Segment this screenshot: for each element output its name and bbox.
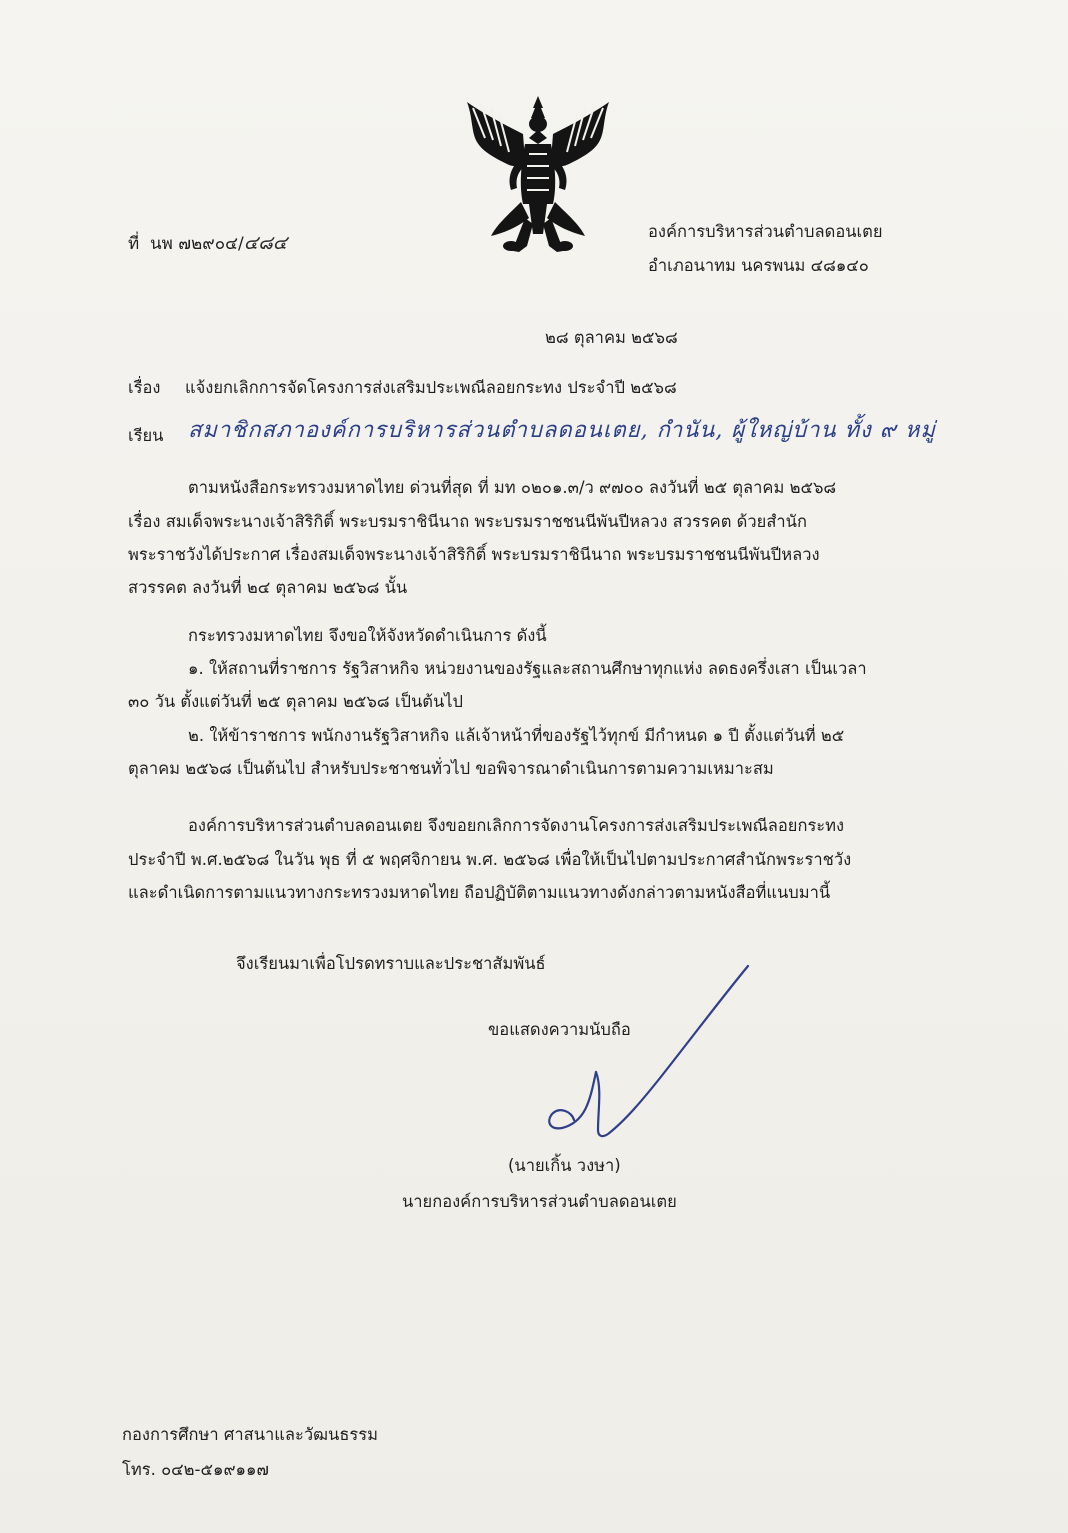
reference-handwritten: ๔๘๔ [243, 232, 288, 254]
garuda-emblem-icon [463, 94, 613, 256]
signature-icon [540, 960, 770, 1170]
item-1-line-2: ๓๐ วัน ตั้งแต่วันที่ ๒๕ ตุลาคม ๒๕๖๘ เป็นต้นไป [128, 692, 464, 711]
subject-text: แจ้งยกเลิกการจัดโครงการส่งเสริมประเพณีลอยกระทง ประจำปี ๒๕๖๘ [184, 378, 677, 397]
paragraph-1-line-3: พระราชวังได้ประกาศ เรื่องสมเด็จพระนางเจ้าสิริกิติ์ พระบรมราชินีนาถ พระบรมราชชนนีพันปีหลวง [128, 545, 820, 564]
paragraph-1-line-1: ตามหนังสือกระทรวงมหาดไทย ด่วนที่สุด ที่ มท ๐๒๐๑.๓/ว ๙๗๐๐ ลงวันที่ ๒๕ ตุลาคม ๒๕๖๘ [188, 478, 837, 497]
signer-name: (นายเกิ้น วงษา) [508, 1156, 621, 1175]
reference-label: ที่ [128, 234, 140, 254]
footer-department: กองการศึกษา ศาสนาและวัฒนธรรม [122, 1425, 379, 1444]
item-2-line-2: ตุลาคม ๒๕๖๘ เป็นต้นไป สำหรับประชาชนทั่วไป ขอพิจารณาดำเนินการตามความเหมาะสม [128, 759, 774, 778]
reference-printed: นพ ๗๒๙๐๔/ [150, 234, 244, 254]
paragraph-2-intro: กระทรวงมหาดไทย จึงขอให้จังหวัดดำเนินการ ดังนี้ [188, 626, 547, 645]
reference-number [128, 228, 287, 258]
org-address: อำเภอนาทม นครพนม ๔๘๑๔๐ [648, 256, 869, 275]
paragraph-1-line-4: สวรรคต ลงวันที่ ๒๔ ตุลาคม ๒๕๖๘ นั้น [128, 578, 408, 597]
footer-phone: โทร. ๐๔๒-๕๑๙๑๑๗ [122, 1460, 269, 1479]
item-2-line-1: ๒. ให้ข้าราชการ พนักงานรัฐวิสาหกิจ แล้เจ้าหน้าที่ของรัฐไว้ทุกข์ มีกำหนด ๑ ปี ตั้งแต่วันที่ ๒๕ [188, 726, 845, 745]
closing-line: จึงเรียนมาเพื่อโปรดทราบและประชาสัมพันธ์ [236, 954, 546, 973]
paragraph-3-line-2: ประจำปี พ.ศ.๒๕๖๘ ในวัน พุธ ที่ ๕ พฤศจิกายน พ.ศ. ๒๕๖๘ เพื่อให้เป็นไปตามประกาศสำนักพระราชวัง [128, 850, 852, 869]
recipient-label: เรียน [128, 426, 164, 445]
paragraph-1-line-2: เรื่อง สมเด็จพระนางเจ้าสิริกิติ์ พระบรมราชินีนาถ พระบรมราชชนนีพันปีหลวง สวรรคต ด้วยสำนัก [128, 512, 807, 531]
paragraph-3-line-3: และดำเนิดการตามแนวทางกระทรวงมหาดไทย ถือปฏิบัติตามแนวทางดังกล่าวตามหนังสือที่แนบมานี้ [128, 883, 831, 902]
paragraph-3-line-1: องค์การบริหารส่วนตำบลดอนเตย จึงขอยกเลิกการจัดงานโครงการส่งเสริมประเพณีลอยกระทง [188, 816, 845, 835]
org-name: องค์การบริหารส่วนตำบลดอนเตย [648, 222, 883, 241]
signer-position: นายกองค์การบริหารส่วนตำบลดอนเตย [402, 1192, 677, 1211]
item-1-line-1: ๑. ให้สถานที่ราชการ รัฐวิสาหกิจ หน่วยงานของรัฐและสถานศึกษาทุกแห่ง ลดธงครึ่งเสา เป็นเวลา [188, 659, 867, 678]
subject-line [128, 375, 677, 401]
letter-date: ๒๘ ตุลาคม ๒๕๖๘ [545, 328, 678, 347]
regards-text: ขอแสดงความนับถือ [488, 1020, 631, 1039]
subject-label: เรื่อง [128, 378, 161, 397]
recipient-handwritten: สมาชิกสภาองค์การบริหารส่วนตำบลดอนเตย, กำนัน, ผู้ใหญ่บ้าน ทั้ง ๙ หมู่ [188, 418, 936, 443]
